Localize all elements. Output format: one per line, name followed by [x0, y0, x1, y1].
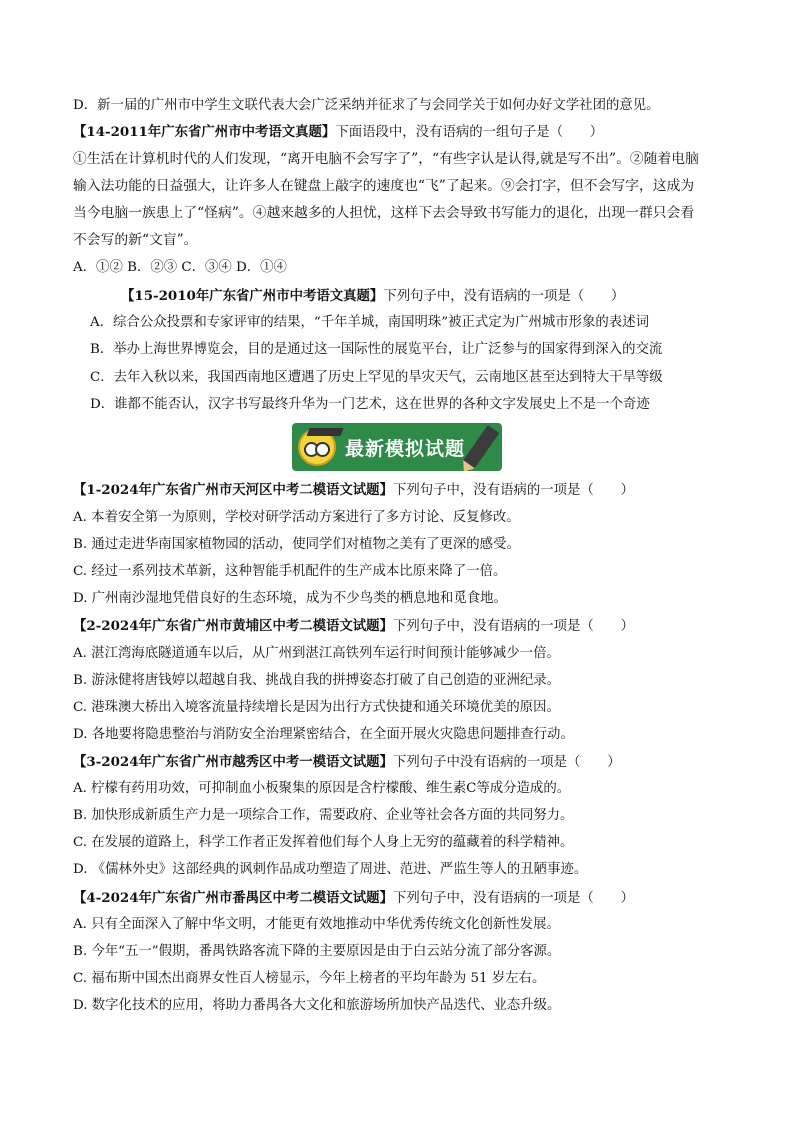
mock-2-option-a: A. 湛江湾海底隧道通车以后，从广州到湛江高铁列车运行时间预计能够减少一倍。 [73, 646, 560, 661]
mock-4-prompt: 下列句子中，没有语病的一项是（ ） [392, 891, 634, 906]
question-15-source: 【15-2010年广东省广州市中考语文真题】 [121, 288, 384, 304]
mock-3-prompt: 下列句子中没有语病的一项是（ ） [392, 755, 621, 770]
mock-4-option-b: B. 今年“五一”假期，番禺铁路客流下降的主要原因是由于白云站分流了部分客源。 [73, 944, 561, 959]
mock-3-option-c: C. 在发展的道路上，科学工作者正发挥着他们每个人身上无穷的蕴藏着的科学精神。 [73, 835, 574, 850]
question-14-para-line-2: 输入法功能的日益强大，让许多人在键盘上敲字的速度也“飞”了起来。⑨会打字，但不会写字，这成为 [73, 178, 695, 194]
question-14-header [73, 122, 734, 143]
mock-1-option-c: C. 经过一系列技术革新，这种智能手机配件的生产成本比原来降了一倍。 [73, 564, 507, 579]
mock-1-header [73, 480, 734, 501]
mock-2-source: 【2-2024年广东省广州市黄埔区中考二模语文试题】 [73, 618, 393, 634]
question-15-option-d: D．谁都不能否认，汉字书写最终升华为一门艺术，这在世界的各种文字发展史上不是一个奇迹 [90, 397, 650, 412]
mock-1-option-a: A. 本着安全第一为原则，学校对研学活动方案进行了多方讨论、反复修改。 [73, 510, 520, 525]
question-15-prompt: 下列句子中，没有语病的一项是（ ） [383, 289, 625, 304]
mock-3-option-b: B. 加快形成新质生产力是一项综合工作，需要政府、企业等社会各方面的共同努力。 [73, 808, 574, 823]
question-15-header [121, 286, 734, 307]
mock-4-header [73, 888, 734, 909]
question-15-option-a: A．综合公众投票和专家评审的结果，“千年羊城，南国明珠”被正式定为广州城市形象的表述词 [90, 315, 649, 330]
mock-2-option-d: D. 各地要将隐患整治与消防安全治理紧密结合，在全面开展火灾隐患问题排查行动。 [73, 727, 574, 742]
question-14-para-line-3: 当今电脑一族患上了“怪病”。④越来越多的人担忧，这样下去会导致书写能力的退化，出现一群只会看 [73, 205, 695, 221]
mock-4-option-c: C. 福布斯中国杰出商界女性百人榜显示，今年上榜者的平均年龄为 51 岁左右。 [73, 971, 546, 986]
banner-title: 最新模拟试题 [344, 437, 465, 460]
mock-1-prompt: 下列句子中，没有语病的一项是（ ） [392, 483, 634, 498]
mock-3-option-a: A. 柠檬有药用功效，可抑制血小板聚集的原因是含柠檬酸、维生素C等成分造成的。 [73, 781, 571, 796]
mock-4-option-a: A. 只有全面深入了解中华文明，才能更有效地推动中华优秀传统文化创新性发展。 [73, 917, 560, 932]
mock-2-option-b: B. 游泳健将唐钱婷以超越自我、挑战自我的拼搏姿态打破了自己创造的亚洲纪录。 [73, 673, 561, 688]
mock-1-source: 【1-2024年广东省广州市天河区中考二模语文试题】 [73, 482, 393, 498]
latest-mock-exam-banner [292, 423, 502, 471]
question-14-para-line-4: 不会写的新“文盲”。 [73, 232, 198, 248]
mock-4-source: 【4-2024年广东省广州市番禺区中考二模语文试题】 [73, 890, 393, 906]
mock-3-source: 【3-2024年广东省广州市越秀区中考一模语文试题】 [73, 754, 393, 770]
question-15-option-b: B．举办上海世界博览会，目的是通过这一国际性的展览平台，让广泛参与的国家得到深入的交流 [90, 342, 663, 357]
mock-1-option-b: B. 通过走进华南国家植物园的活动，使同学们对植物之美有了更深的感受。 [73, 537, 520, 552]
question-14-source: 【14-2011年广东省广州市中考语文真题】 [73, 124, 336, 140]
mock-1-option-d: D. 广州南沙湿地凭借良好的生态环境，成为不少鸟类的栖息地和觅食地。 [73, 591, 507, 606]
graduate-mascot-icon [298, 428, 336, 466]
d-option-prev: D．新一届的广州市中学生文联代表大会广泛采纳并征求了与会同学关于如何办好文学社团的意见。 [73, 98, 660, 113]
mock-3-header [73, 752, 734, 773]
question-14-options: A．①② B．②③ C．③④ D．①④ [73, 260, 287, 275]
mock-4-option-d: D. 数字化技术的应用，将助力番禺各大文化和旅游场所加快产品迭代、业态升级。 [73, 998, 561, 1013]
question-14-para-line-1: ①生活在计算机时代的人们发现，“离开电脑不会写字了”，“有些字认是认得,就是写不出”。②随着电脑 [73, 151, 699, 167]
mock-2-header [73, 616, 734, 637]
question-14-prompt: 下面语段中，没有语病的一组句子是（ ） [335, 125, 604, 140]
question-15-option-c: C．去年入秋以来，我国西南地区遭遇了历史上罕见的旱灾天气，云南地区甚至达到特大干旱等级 [90, 370, 663, 385]
mock-3-option-d: D. 《儒林外史》这部经典的讽刺作品成功塑造了周进、范进、严监生等人的丑陋事迹。 [73, 862, 588, 877]
mock-2-prompt: 下列句子中，没有语病的一项是（ ） [392, 619, 634, 634]
mock-2-option-c: C. 港珠澳大桥出入境客流量持续增长是因为出行方式快捷和通关环境优美的原因。 [73, 700, 560, 715]
